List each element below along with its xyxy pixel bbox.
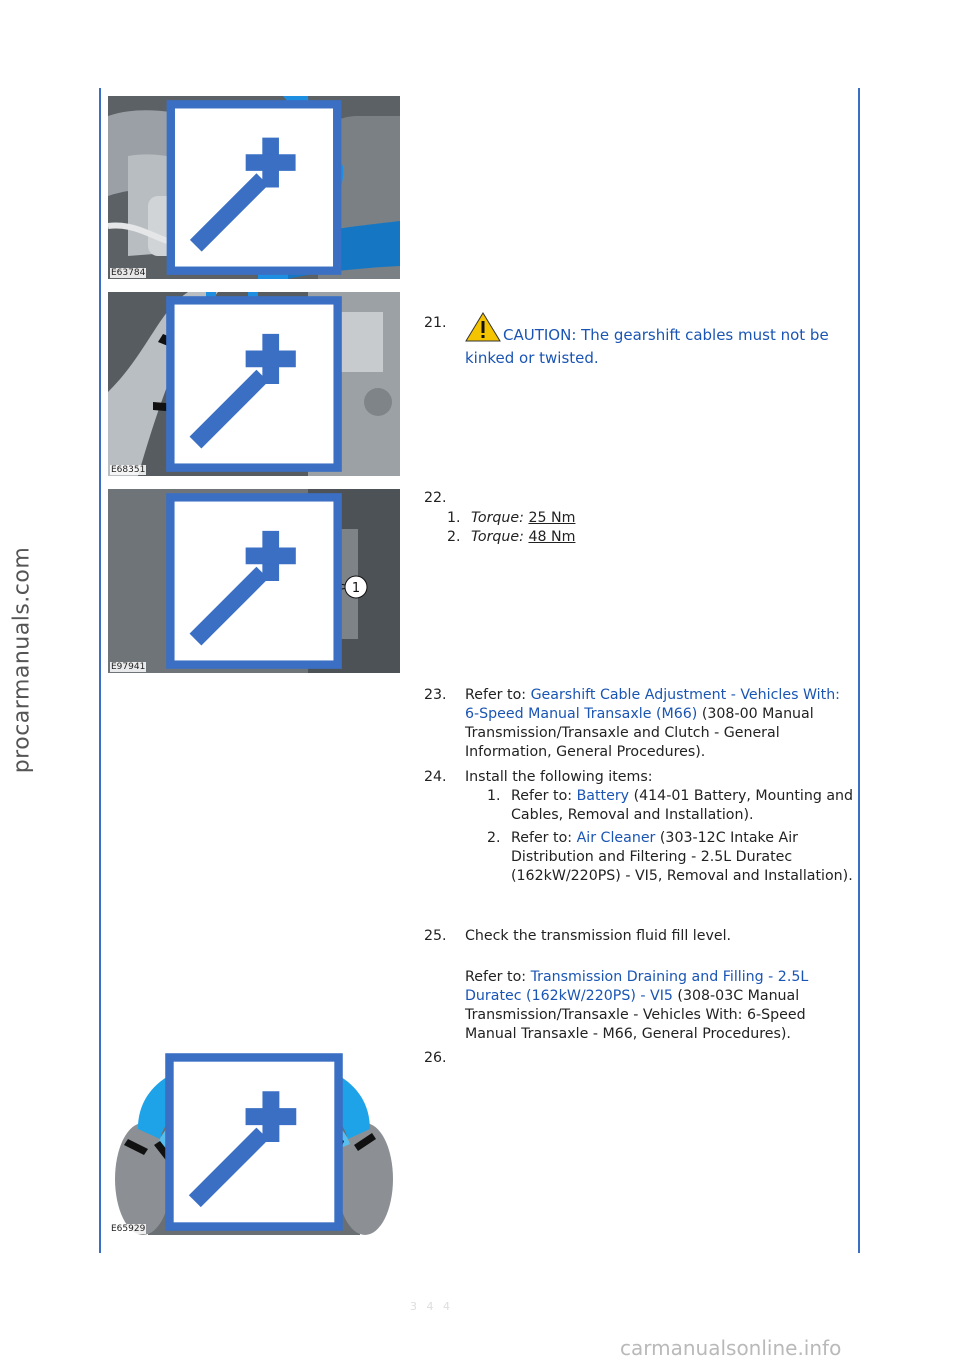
footer-watermark: carmanualsonline.info bbox=[620, 1336, 842, 1360]
figure-4-undertray bbox=[108, 1049, 400, 1235]
warning-triangle-icon bbox=[465, 312, 501, 342]
step-reference bbox=[465, 968, 854, 1044]
figure-2-gearshift-cables bbox=[108, 292, 400, 476]
item-number: 2. bbox=[487, 830, 501, 846]
reference-suffix: (308-00 Manual Transmission/Transaxle and Clutch - General Information, General Procedures). bbox=[465, 706, 814, 760]
step-24 bbox=[424, 768, 854, 886]
transmission-draining-link[interactable]: Transmission Draining and Filling - 2.5L Duratec (162kW/220PS) - VI5 bbox=[465, 969, 809, 1004]
zoom-icon[interactable] bbox=[108, 1049, 400, 1235]
figure-3-bracket-bolts bbox=[108, 489, 400, 673]
figure-code: E63784 bbox=[111, 268, 146, 278]
step-25 bbox=[424, 927, 854, 1044]
refer-prefix: Refer to: bbox=[511, 830, 577, 846]
refer-prefix: Refer to: bbox=[465, 687, 531, 703]
step-number: 21. bbox=[424, 315, 447, 331]
step-number: 22. bbox=[424, 490, 447, 506]
step-number: 25. bbox=[424, 928, 447, 944]
item-number: 2. bbox=[447, 529, 461, 545]
refer-prefix: Refer to: bbox=[465, 969, 531, 985]
torque-item bbox=[447, 509, 854, 528]
refer-prefix: Refer to: bbox=[511, 788, 577, 804]
reference-suffix: (414-01 Battery, Mounting and Cables, Removal and Installation). bbox=[511, 788, 854, 823]
torque-label: Torque: bbox=[471, 529, 524, 545]
step-number: 23. bbox=[424, 687, 447, 703]
step-text: Install the following items: bbox=[465, 769, 653, 785]
step-number: 24. bbox=[424, 769, 447, 785]
zoom-icon[interactable] bbox=[108, 489, 400, 673]
step-text: Check the transmission fluid fill level. bbox=[465, 928, 732, 944]
step-22 bbox=[424, 489, 854, 547]
caution-message: CAUTION: The gearshift cables must not be kinked or twisted. bbox=[465, 326, 829, 367]
figure-code: E68351 bbox=[111, 465, 146, 475]
step-number: 26. bbox=[424, 1050, 447, 1066]
zoom-icon[interactable] bbox=[108, 96, 400, 279]
figure-code: E97941 bbox=[111, 662, 146, 672]
step-23 bbox=[424, 686, 854, 762]
torque-item bbox=[447, 528, 854, 547]
battery-link[interactable]: Battery bbox=[576, 788, 630, 804]
gearshift-cable-adjustment-link[interactable]: Gearshift Cable Adjustment - Vehicles With: 6-Speed Manual Transaxle (M66) bbox=[465, 687, 840, 722]
side-watermark bbox=[4, 546, 40, 774]
callout-label: 1 bbox=[351, 581, 361, 596]
reference-suffix: (303-12C Intake Air Distribution and Filtering - 2.5L Duratec (162kW/220PS) - VI5, Removal and Installation). bbox=[511, 830, 853, 884]
item-number: 1. bbox=[447, 510, 461, 526]
install-item bbox=[487, 829, 854, 886]
page-number: 3 4 4 bbox=[410, 1300, 453, 1313]
side-watermark-text: procarmanuals.com bbox=[9, 546, 35, 774]
install-item bbox=[487, 787, 854, 825]
figure-code: E65929 bbox=[111, 1224, 146, 1234]
torque-value: 48 Nm bbox=[528, 529, 576, 545]
torque-value: 25 Nm bbox=[528, 510, 576, 526]
reference-suffix: (308-03C Manual Transmission/Transaxle - Vehicles With: 6-Speed Manual Transaxle - M66, General Procedures). bbox=[465, 988, 806, 1042]
step-21 bbox=[424, 312, 854, 370]
right-border-line bbox=[858, 88, 860, 1253]
zoom-icon[interactable] bbox=[108, 292, 400, 476]
air-cleaner-link[interactable]: Air Cleaner bbox=[576, 830, 656, 846]
figure-1-engine-hose bbox=[108, 96, 400, 279]
torque-label: Torque: bbox=[471, 510, 524, 526]
item-number: 1. bbox=[487, 788, 501, 804]
caution-text bbox=[465, 312, 854, 370]
step-text bbox=[465, 686, 854, 762]
left-border-line bbox=[99, 88, 101, 1253]
